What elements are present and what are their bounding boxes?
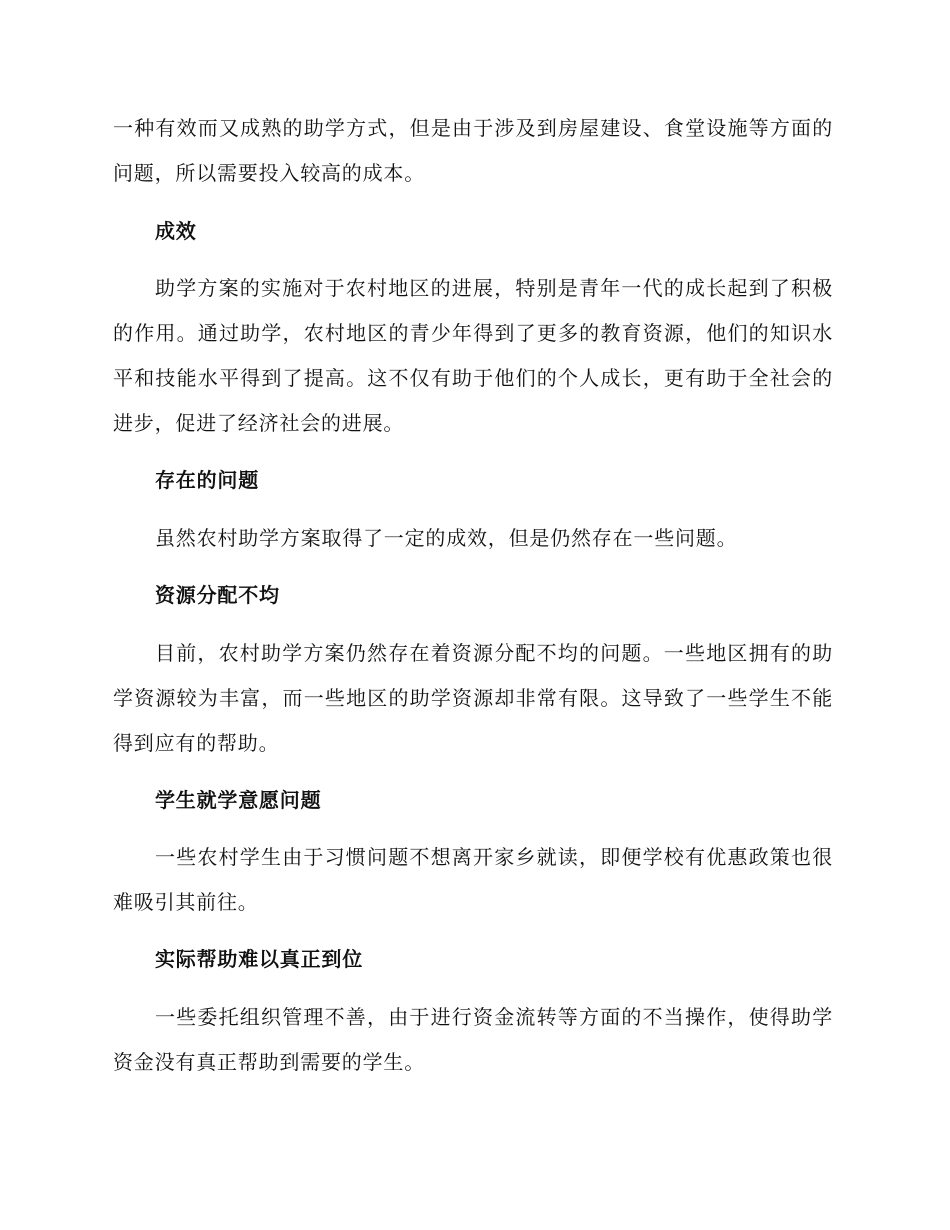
paragraph-problems-intro: 虽然农村助学方案取得了一定的成效，但是仍然存在一些问题。 bbox=[155, 526, 738, 550]
paragraph-continued-intro: 一种有效而又成熟的助学方式，但是由于涉及到房屋建设、食堂设施等方面的问题，所以需要投入较高的成本。 bbox=[113, 116, 833, 185]
paragraph-results: 助学方案的实施对于农村地区的进展，特别是青年一代的成长起到了积极的作用。通过助学，农村地区的青少年得到了更多的教育资源，他们的知识水平和技能水平得到了提高。这不仅有助于他们的个人成长，更有助于全社会的进步，促进了经济社会的进展。 bbox=[113, 276, 833, 435]
paragraph-uneven-allocation: 目前，农村助学方案仍然存在着资源分配不均的问题。一些地区拥有的助学资源较为丰富，而一些地区的助学资源却非常有限。这导致了一些学生不能得到应有的帮助。 bbox=[113, 641, 833, 755]
heading-student-willingness: 学生就学意愿问题 bbox=[155, 788, 322, 812]
paragraph-help-not-delivered: 一些委托组织管理不善，由于进行资金流转等方面的不当操作，使得助学资金没有真正帮助到需要的学生。 bbox=[113, 1005, 833, 1074]
heading-help-not-delivered: 实际帮助难以真正到位 bbox=[155, 947, 363, 971]
heading-existing-problems: 存在的问题 bbox=[155, 468, 259, 492]
paragraph-student-willingness: 一些农村学生由于习惯问题不想离开家乡就读，即便学校有优惠政策也很难吸引其前往。 bbox=[113, 845, 833, 914]
heading-uneven-allocation: 资源分配不均 bbox=[155, 583, 280, 607]
heading-results: 成效 bbox=[155, 219, 197, 243]
